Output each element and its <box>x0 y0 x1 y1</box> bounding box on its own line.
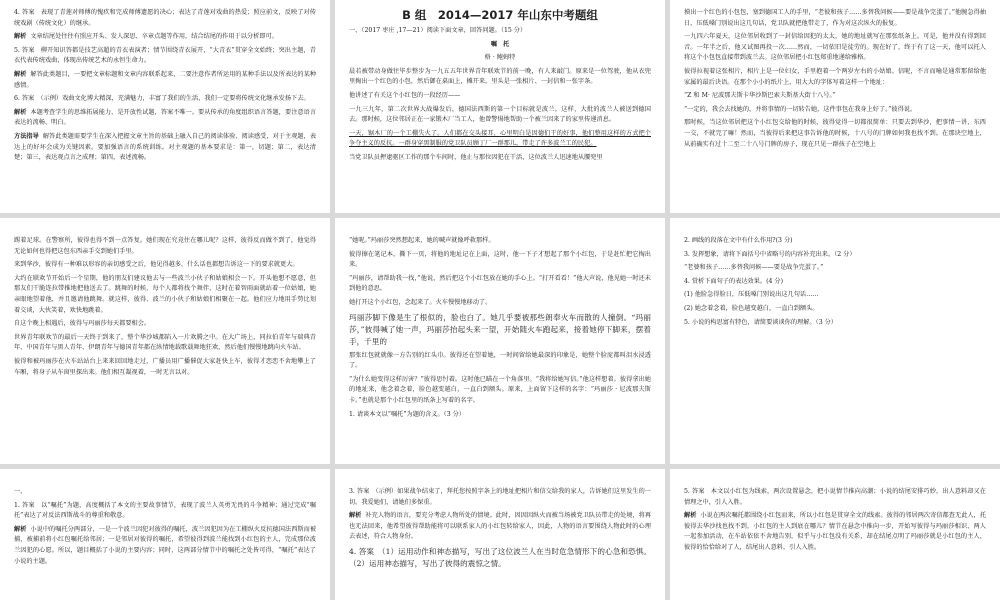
page-story-cont-3 <box>335 218 665 464</box>
analysis-4: 解析 文章结尾处往往有照应开头、发人深思、卒章点题等作用，结合结尾的作用于以分析即可。 <box>14 33 278 41</box>
page-story-cont-2 <box>0 218 330 464</box>
answer-4b: 4. 答案 （1）运用动作和神态描写，写出了这位波兰人在当时危急情形下的心急和恐惧。（2）运用神态描写，写出了彼得的震惊之情。 <box>349 546 651 568</box>
story-paragraph: 她打开这个小红包，念起来了。火车慢慢地移动了。 <box>349 298 492 306</box>
answer-4: 4. 答案 表现了青莲对师傅的愧疚和完成师傅遗愿的决心；表达了青莲对戏曲的热爱；照应前文，反映了对传统戏剧（传统文化）的继承。 <box>14 9 316 27</box>
story-paragraph: 那时候，当这位邻居把这个小红包交给他的时候，彼得觉得一切都很简单：只要去到华沙，把事情一讲，东西一交，不就完了嘛！然而，当彼得后来把这事告诉他的时候，十八号的门牌如何我也找不到。在那块空地上，从前确实有过十二至二十八号门牌的房子，现在只见一群孩子在空地上 <box>684 119 986 148</box>
story-author: 格 · 鲍姆特 <box>484 54 516 62</box>
story-paragraph: 晨若被带动身做往毕步整步为一九五五年世界青年联欢节的前一晚，有人来敲门。原来是一位驾驶，他从衣兜里掏出一个红色的小包，然后御在桌面上，摊开来。里头是一张相片、一封信和一张字条。 <box>349 67 651 86</box>
question-5: 5. 小说的构思富有特色，请简要谈谈你的理解。（3 分） <box>684 318 837 326</box>
page-answers-3 <box>335 469 665 600</box>
page-answers-2 <box>0 469 330 600</box>
page-title: B 组 2014—2017 年山东中考题组 <box>402 8 598 22</box>
underlined-paragraph: 一天，锯木厂的一个工棚失火了。人们都在交头接耳，心里明白是因德们干的好事，他们整用这样的方式把个争夺主义的反抗。一群身穿黑制服的党卫队员顾丁厂一群那儿，带走了许多波兰工的民犯。 <box>349 129 651 148</box>
story-paragraph: 当党卫队员押逮驱区工作的那个车间时，他止与那位因犯在干活，这位波兰人迅速地从腰兜里 <box>349 153 603 161</box>
story-title: 嘱 托 <box>490 40 510 48</box>
story-paragraph: “一定的，我会去找她的，并将事情的一切转告她，这件事包在我身上好了。”彼得说。 <box>684 105 917 113</box>
question-1: 1. 请谈本文以“嘱托”为题的含义。（3 分） <box>349 410 465 418</box>
question-2: 2. 画线的段落在文中有什么作用?(3 分) <box>684 237 793 244</box>
story-paragraph: 大约在联欢节开始后一个星期，他的朋友们建议他去与一些波兰小伙子和姑娘相会一下。开头他想不愿意，但那友们干脆连拉带推地把他送去了。跳舞的时候，每个人都将找个舞伴，这时在着智雨面就站着一位姑娘，她亲眼地望着他，并且邀请他跳舞。就这样，彼得、波兰的小伙子和姑娘们相聚在一起。他们应力地用手势比划着交谈，大伙笑着，欢快地跳着。 <box>14 274 316 314</box>
story-paragraph: “玛丽莎，请帮助我一找，”他说，然后把这个小红包放在她的手心上。“打开看看！”他大声说，他见她一时还未到他的意思。 <box>349 274 651 293</box>
question-4-1: (1) 他脸急得脸日，压低嗓门别说出这几句话…… <box>684 291 819 299</box>
story-paragraph: “为什么她变得这样厉害？”彼得思忖着。这时他已瞄在一个角落里。“我将给她写信。”他这样想着。彼得拿出她的地址来，他念着念着，脸色越变越白，一直白到额头。原来，上面留下这样的名字：“玛丽莎 · 尼波那夫斯卡。”也就是那个小红包里的纸条上写着的名字。 <box>349 375 651 404</box>
story-paragraph: 自这个晚上相遇后，彼得与玛丽莎每天都要相会。 <box>14 320 151 328</box>
answer-5b: 5. 答案 本文以小红包为线索，两次设置悬念，把小说情节推向高潮；小说的结尾安排巧妙，出人意料却又在情理之中，引人入胜。 <box>684 488 986 506</box>
page-story-cont-1 <box>670 0 1000 213</box>
story-paragraph: 彼得和被玛丽莎在火车站站台上来来回回地走过，广播员用广播催促大家赶快上车，彼得才恋恋不舍地攀上了车厢，将身子从车窗里探出来。他们相互凝视着，一时无言以对。 <box>14 357 316 376</box>
story-paragraph: 世界青年联欢节的最后一天终于到来了，整个华沙城都陷入一片欢腾之中。在大广场上，同拉伯青年与瑞典青年、中国青年与黑人青年、伊朗青年与德国青年都在纵情地载歌载舞地狂欢，然后他们慢慢地跳向火车站。 <box>14 333 316 352</box>
story-paragraph: 那张红包就就像一方告别的红头巾。彼得还在望着她，一时间留给她最深的印象是，她整个脸庞都叫泪水浸透了。 <box>349 351 651 370</box>
section-heading: 一、 <box>14 488 27 495</box>
story-paragraph: 来到华沙，彼得有一种难以形容的亲切感受之后，他见得越多，什么话也都想告诉这一下的要求就更大。 <box>14 261 299 269</box>
page-questions <box>670 218 1000 464</box>
analysis-1: 解析 小说中的嘱托分两部分，一是一个波兰因犯对彼得的嘱托，波兰因犯因为在工棚纵火反抗德国法西斯而被捕，被捕前将小红包嘱托给邻居；一是邻居对彼得的嘱托，希望彼得到波兰能找到小红包的主人，完成那位波兰因犯的心愿。所以，题目概括了小说的主要内容；同时，这两部分情节中的嘱托之处皆可得，“嘱托”表达了小说的主题。 <box>14 525 317 565</box>
analysis-3: 解析 补充人物的语言，要充分考虑人物所处的情境。此时，因因因纵火而被当场被党卫队员带走的处境，将再也无法回来，他希望彼得帮助能将可以联系家人的小红包转给家人，因此，人物的语言要围绕人物此时的心理去表述，符合人物身份。 <box>349 512 652 541</box>
story-paragraph: “Z 和 M· 尼波那夫斯卡华沙斯巴索夫斯基大街十八号。” <box>684 92 836 100</box>
analysis-6: 解析 本题考查学生的思维拓展能力，是开放性试题，答案不唯一。要从传承的角度组织语言答题，要注意语言表达的流畅、明白。 <box>14 108 317 127</box>
question-4: 4. 赏析下面句子的表达效果。(4 分) <box>684 277 784 285</box>
answer-5: 5. 答案 柳开知识答都是技艺高超的青衣表演者；情节围绕青衣展开，“大青衣”贯穿全文始终；突出主题，青衣代表传统戏曲，体现出传统艺术的永恒生命力。 <box>14 46 316 65</box>
answer-1: 1. 答案 以“嘱托”为题，高度概括了本文的主要故事情节，表现了波兰人英勇无畏的斗争精神；通过完成“嘱托”表达了对反法西斯战斗的尊重和敬意。 <box>14 501 316 520</box>
story-paragraph: 他讲述了有关这个小红包的一段经历—— <box>349 91 461 99</box>
story-paragraph: 一九四六年夏天，这位邻居收到了一封信给因犯的太太，她的地址就写在那张纸条上。可是，他并没有得到回音。一年半之后，他又试图再投一次……然而，一切依旧是徒劳的。现在好了，终于有了这一天，他可以托人将这个小包包直接带到波兰去。这位邻居把小红包郑重地递给雅格。 <box>684 33 986 62</box>
analysis-5b: 解析 小说在两次嘱托都围绕小红包而来，所以小红包是贯穿全文的线索。彼得的邻居两次寄信都查无此人，托彼得去华沙找也找不到，小红包的主人到底在哪儿？情节在悬念中推向一步，开始写彼得与玛丽莎相识、两人一起参加活动，在车站依依不舍地告别，似乎与小红包没有关系，却在结尾点明了玛丽莎就是小红包的主人，彼得的恰恰给对了人，结尾出人意料，引人入胜。 <box>684 512 987 551</box>
answer-6: 6. 答案 （示例）戏曲文化博大精深，充满魅力，丰富了我们的生活，我们一定要将传统文化继承发扬下去。 <box>14 95 310 103</box>
story-paragraph: “她呢。”玛丽莎突然想起来，她的喊声就像呼救那样。 <box>349 237 495 244</box>
page-group-b <box>335 0 665 213</box>
question-3: 3. 发挥想象，请将下面括号中省略号的内容补充出来。（2 分） <box>684 250 856 258</box>
method-guide: 方法指导 解答此类题需要学生在深入把握文章主旨的基础上融入自己的阅读体验、阅读感受，对于主观题，表达上的好坏会成为关键因素。要加强语言的系统训练。对主观题的基本要求是：第一，切题；第二，表达清楚；第三，表达观点言之成理；第四，表述流畅。 <box>14 132 317 162</box>
story-paragraph: 彼得擦在笔记本，撕下一页，将他的地址记在上面，这时，他一下子才想起了那个小红包，于是赶忙把它掏出来。 <box>349 250 651 269</box>
page-answers-1 <box>0 0 330 213</box>
story-paragraph: 摸出一个红色的小包包，塞到德国工人的手里，“老彼和孩子……多替我问候——要是战争完蛋了。”他腕急得抽日，压低嗓门别说出这几句话，党卫队就把他带走了，作为对这次纵火的报复。 <box>684 9 986 27</box>
question-4-2: (2) 她念着念着，脸色越变越白，一直白到额头。 <box>684 304 819 312</box>
story-paragraph: 彼得拉视着这张相片，相片上是一位妇女，手里抱着一个两岁左右的小姑娘。信呢，不言而喻是通常那留给他家属的最后诀语。在那个小小的纸片上，用大大的字体写着这样一个地址： <box>684 67 986 86</box>
story-paragraph: 一九三九年，第二次世界大战爆发后，德国法西斯的第一个目标就是波兰。这样，大批的波兰人被送到德国去。那时候，这位邻居正在一家锻木厂当工人，他曾警惕地帮助一个被兰因来了的家里传递消息。 <box>349 105 651 124</box>
page-answers-4 <box>670 469 1000 600</box>
question-3-quote: “老婆和孩子……多替我问候——要是战争完蛋了。” <box>684 264 824 272</box>
story-paragraph: 踢着足球。在警察所，彼得也得不到一点答复。她们现在究竟住在哪儿呢？这样，彼得反而做不到了，他觉得无论如何也得把这包东西亲手交到她们手里。 <box>14 237 316 255</box>
question-intro: 一、（2017 枣庄 ,17—21）阅读下面文章，回答问题。（15 分） <box>349 27 527 34</box>
answer-3: 3. 答案 （示例）如果战争结束了，拜托您按照字条上的地址把相片和信交给我的家人，告诉她们这里发生的一切。我爱她们，请她们多保重。 <box>349 488 651 506</box>
analysis-5: 解析 解答此类题目，一要把文章标题和文章内容联系起来，二要注意作者所运用的某种手法以及所表达的某种感情。 <box>14 70 317 89</box>
story-paragraph-large: 玛丽莎脚下像是生了根似的，脸也白了。她几乎要被那些朗奉火车而散的人撞倒。“玛丽莎，”彼得喊了她一声，玛丽莎抬起头来一望，开始随火车跑起来，接着她停下脚来，摆着手，千里的 <box>349 312 651 346</box>
